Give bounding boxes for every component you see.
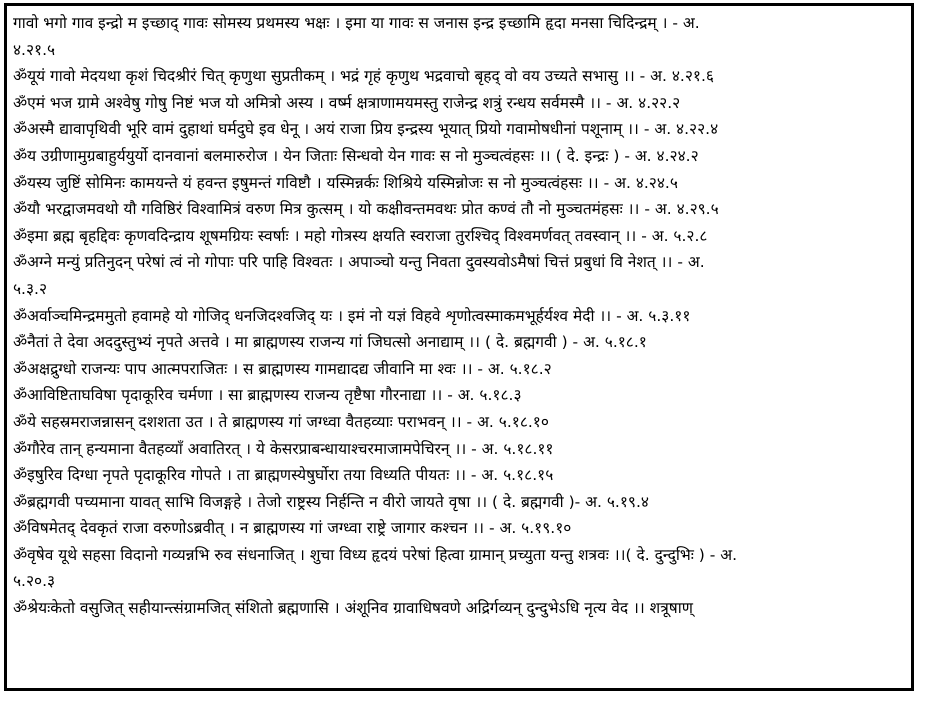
text-line: ॐये सहस्रमराजन्नासन् दशशता उत । ते ब्राह्मणस्य गां जग्ध्वा वैतहव्याः पराभवन् ।। - अ. ५.१८.१० (13, 412, 549, 431)
text-line: ॐविषमेतद् देवकृतं राजा वरुणोऽब्रवीत् । न ब्राह्मणस्य गां जग्ध्वा राष्ट्रे जागार कश्चन ।। - अ. ५.१९.१० (13, 519, 572, 538)
text-line: ॐय उग्रीणामुग्रबाहुर्ययुर्यो दानवानां बलमारुरोज । येन जिताः सिन्धवो येन गावः स नो मुञ्चत्वंहसः ।। ( दे. इन्द्रः ) - अ. ४.२४.२ (13, 146, 699, 165)
text-line: ५.२०.३ (13, 572, 56, 591)
text-line: ॐअस्मै द्यावापृथिवी भूरि वामं दुहाथां घर्मदुघे इव धेनू । अयं राजा प्रिय इन्द्रस्य भूयात् प्रियो गवामोषधीनां पशूनाम् ।। - अ. ४.२२.४ (13, 120, 719, 139)
text-line: ५.३.२ (13, 279, 48, 298)
text-line: ॐइमा ब्रह्म बृहद्दिवः कृणवदिन्द्राय शूषमग्रियः स्वर्षाः । महो गोत्रस्य क्षयति स्वराजा तुरश्चिद् विश्वमर्णवत् तवस्वान् ।। - अ. ५.२.८ (13, 226, 708, 245)
text-line: ॐयूयं गावो मेदयथा कृशं चिदश्रीरं चित् कृणुथा सुप्रतीकम् । भद्रं गृहं कृणुथ भद्रवाचो बृहद् वो वय उच्यते सभासु ।। - अ. ४.२१.६ (13, 67, 714, 86)
text-line: गावो भगो गाव इन्द्रो म इच्छाद् गावः सोमस्य प्रथमस्य भक्षः । इमा या गावः स जनास इन्द्र इच्छामि हृदा मनसा चिदिन्द्रम् । - अ. (13, 14, 700, 32)
text-line: ॐगौरेव तान् हन्यमाना वैतहव्याँ अवातिरत् । ये केसरप्राबन्धायाश्चरमाजामपेचिरन् ।। - अ. ५.१८.११ (13, 439, 554, 458)
text-line: ४.२१.५ (13, 40, 56, 59)
text-line: ॐअर्वाञ्चमिन्द्रममुतो हवामहे यो गोजिद् धनजिदश्वजिद् यः । इमं नो यज्ञं विहवे शृणोत्वस्माकमभूर्हर्यश्व मेदी ।। - अ. ५.३.११ (13, 306, 691, 325)
text-line: ॐआविष्टिताघविषा पृदाकूरिव चर्मणा । सा ब्राह्मणस्य राजन्य तृष्टैषा गौरनाद्या ।। - अ. ५.१८.३ (13, 386, 522, 405)
text-line: ॐअक्षद्रुग्धो राजन्यः पाप आत्मपराजितः । स ब्राह्मणस्य गामद्यादद्य जीवानि मा श्वः ।। - अ. ५.१८.२ (13, 359, 552, 378)
text-line: ॐअग्ने मन्युं प्रतिनुदन् परेषां त्वं नो गोपाः परि पाहि विश्वतः । अपाञ्चो यन्तु निवता दुवस्यवोऽमैषां चित्तं प्रबुधां वि नेशत् ।। - अ. (13, 253, 705, 272)
text-line: ॐयौ भरद्वाजमवथो यौ गविष्ठिरं विश्वामित्रं वरुण मित्र कुत्सम् । यो कक्षीवन्तमवथः प्रोत कण्वं तौ नो मुञ्चतमंहसः ।। - अ. ४.२९.५ (13, 200, 719, 219)
text-line: ॐइषुरिव दिग्धा नृपते पृदाकूरिव गोपते । ता ब्राह्मणस्येषुर्घोरा तया विध्यति पीयतः ।। - अ. ५.१८.१५ (13, 466, 554, 485)
text-line: ॐश्रेयःकेतो वसुजित् सहीयान्त्संग्रामजित् संशितो ब्रह्मणासि । अंशूनिव ग्रावाधिषवणे अद्रिर्गव्यन् दुन्दुभेऽधि नृत्य वेद ।। शत्रूषाण् (13, 599, 693, 618)
text-line: ॐनैतां ते देवा अददुस्तुभ्यं नृपते अत्तवे । मा ब्राह्मणस्य राजन्य गां जिघत्सो अनाद्याम् ।। ( दे. ब्रह्मगवी ) - अ. ५.१८.१ (13, 333, 647, 352)
text-line: ॐब्रह्मगवी पच्यमाना यावत् साभि विजङ्गहे । तेजो राष्ट्रस्य निर्हन्ति न वीरो जायते वृषा ।। ( दे. ब्रह्मगवी )- अ. ५.१९.४ (13, 492, 649, 511)
text-line: ॐएमं भज ग्रामे अश्वेषु गोषु निष्टं भज यो अमित्रो अस्य । वर्ष्म क्षत्राणामयमस्तु राजेन्द्र शत्रुं रन्धय सर्वमस्मै ।। - अ. ४.२२.२ (13, 93, 681, 112)
text-line: ॐवृषेव यूथे सहसा विदानो गव्यन्नभि रुव संधनाजित् । शुचा विध्य हृदयं परेषां हित्वा ग्रामान् प्रच्युता यन्तु शत्रवः ।।( दे. दुन्दुभिः ) - अ. (13, 545, 738, 564)
text-line: ॐयस्य जुष्टिं सोमिनः कामयन्ते यं हवन्त इषुमन्तं गविष्टौ । यस्मिन्नर्कः शिश्रिये यस्मिन्नोजः स नो मुञ्चत्वंहसः ।। - अ. ४.२४.५ (13, 173, 678, 192)
text-frame (4, 3, 914, 691)
document-text (13, 10, 905, 622)
